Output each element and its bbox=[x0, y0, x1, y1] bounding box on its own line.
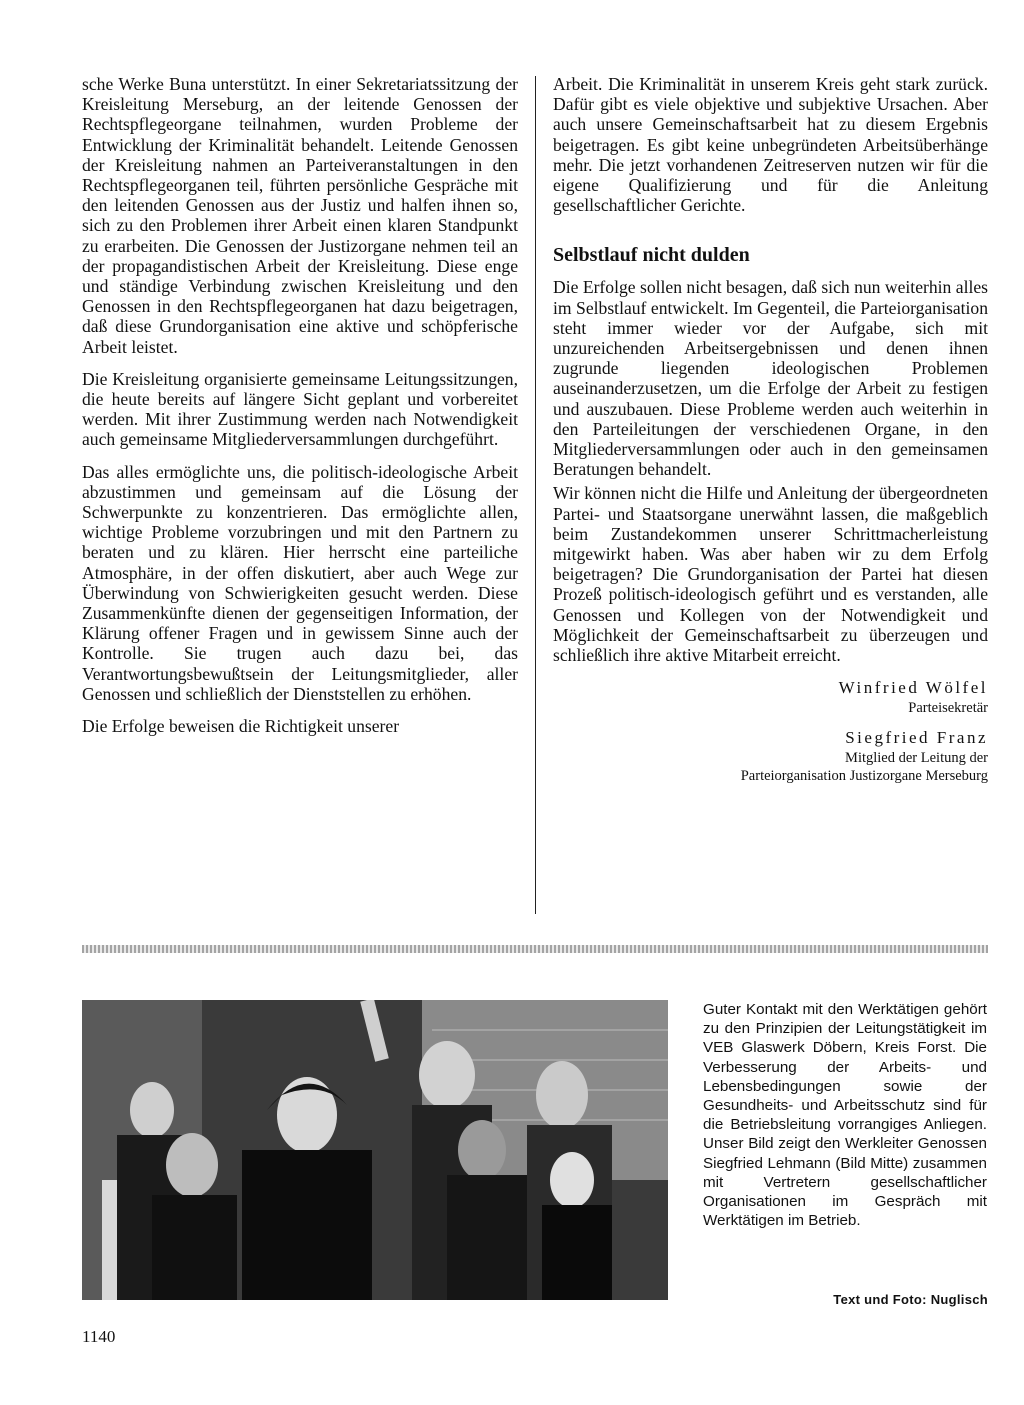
photo-illustration bbox=[82, 1000, 668, 1300]
paragraph: Die Erfolge sollen nicht besagen, daß sich nun weiterhin alles im Selbstlauf entwickelt. Im Gegenteil, die Parteiorganisation steht immer wieder vor der Aufgabe, sich mit unzureichenden Arbeitsergebnissen und denen ihnen zugrunde liegenden ideologischen Problemen auseinanderzusetzen, um die Erfolge der Arbeit zu festigen und auszubauen. Diese Probleme werden auch weiterhin in den Parteileitungen der verschiedenen Organe, in den Mitgliederversammlungen oder auch in den gemeinsamen Beratungen behandelt. bbox=[553, 277, 988, 480]
paragraph: sche Werke Buna unterstützt. In einer Sekretariatssitzung der Kreisleitung Merseburg, an der leitende Genossen der Rechtspflegeorgane teilnahmen, wurden Probleme der Entwicklung der Kriminalität behandelt. Leitende Genossen der Kreisleitung nahmen an Parteiveranstaltungen in den Rechtspflegeorganen teil, führten persönliche Gespräche mit den leitenden Genossen aus der Justiz und halfen ihnen so, sich zu den Problemen ihrer Arbeit einen klaren Standpunkt zu erarbeiten. Die Genossen der Justizorgane nehmen teil an der propagandistischen Arbeit der Kreisleitung. Diese enge und ständige Verbindung zwischen Kreisleitung und den Genossen in den Rechtspflegeorganen hat dazu beigetragen, daß diese Grundorganisation eine aktive und schöpferische Arbeit leistet. bbox=[82, 74, 518, 357]
paragraph: Die Kreisleitung organisierte gemeinsame Leitungssitzungen, die heute bereits auf längere Sicht geplant und vorbereitet werden. Mit ihrer Zustimmung werden nach Notwendigkeit auch gemeinsame Mitgliederversammlungen durchgeführt. bbox=[82, 368, 518, 450]
column-divider bbox=[535, 76, 536, 914]
paragraph: Das alles ermöglichte uns, die politisch-ideologische Arbeit abzustimmen und gemeinsam auf die Lösung der Schwerpunkte zu konzentrieren. Das ermöglichte allen, wichtige Probleme vorzubringen und mit den Partnern zu beraten und zu klären. Hier herrscht eine parteiliche Atmosphäre, in der offen diskutiert, aber auch Wege zur Überwindung von Schwierigkeiten gesucht werden. Diese Zusammenkünfte dienen der gegenseitigen Information, der Klärung offener Fragen und in gewissem Sinne auch der Kontrolle. Sie trugen auch dazu bei, das Verantwortungsbewußtsein der Leitungsmitglieder, aller Genossen und schließlich der Dienststellen zu erhöhen. bbox=[82, 461, 518, 704]
photo-caption: Guter Kontakt mit den Werktätigen gehört zu den Prinzipien der Leitungstätigkeit im VEB Glaswerk Döbern, Kreis Forst. Die Verbesserung der Arbeits- und Lebensbedingungen sowie der Gesundheits- und Arbeitsschutz sind für die Betriebsleitung vorrangiges Anliegen. Unser Bild zeigt den Werkleiter Genossen Siegfried Lehmann (Bild Mitte) zusammen mit Vertretern gesellschaftlicher Organisationen im Gespräch mit Werktätigen im Betrieb. bbox=[703, 1001, 987, 1230]
paragraph: Wir können nicht die Hilfe und Anleitung der übergeordneten Partei- und Staatsorgane unerwähnt lassen, die maßgeblich beim Zustandekommen unserer Schrittmacherleistung mitgewirkt haben. Was aber haben wir zu dem Erfolg beigetragen? Die Grundorganisation der Partei hat diesen Prozeß politisch-ideologisch geführt und es verstanden, alle Genossen und Kollegen von der Notwendigkeit und Möglichkeit der Gemeinschaftsarbeit zu überzeugen und schließlich ihre aktive Mitarbeit erreicht. bbox=[553, 483, 988, 666]
signature-role bbox=[553, 749, 988, 785]
halftone-separator bbox=[82, 945, 988, 953]
signature-role-line: Mitglied der Leitung der bbox=[845, 750, 988, 767]
news-photo bbox=[82, 1000, 668, 1300]
signature-name: Winfried Wölfel bbox=[838, 678, 988, 698]
page-number: 1140 bbox=[82, 1327, 116, 1346]
photo-credit: Text und Foto: Nuglisch bbox=[833, 1292, 988, 1307]
section-heading: Selbstlauf nicht dulden bbox=[553, 244, 750, 267]
signature-role: Parteisekretär bbox=[908, 700, 988, 717]
right-column bbox=[553, 74, 988, 785]
paragraph: Die Erfolge beweisen die Richtigkeit unserer bbox=[82, 716, 400, 737]
signature-name: Siegfried Franz bbox=[845, 728, 988, 748]
left-column bbox=[82, 74, 518, 748]
paragraph: Arbeit. Die Kriminalität in unserem Kreis geht stark zurück. Dafür gibt es viele objektive und subjektive Ursachen. Aber auch unsere Gemeinschaftsarbeit hat zu diesem Ergebnis beigetragen. Es gibt keine unbegründeten Arbeitsüberhänge mehr. Die jetzt vorhandenen Zeitreserven nutzen wir für die eigene Qualifizierung und für die Anleitung gesellschaftlicher Gerichte. bbox=[553, 74, 988, 216]
signature-role-line: Parteiorganisation Justizorgane Merseburg bbox=[740, 768, 988, 785]
